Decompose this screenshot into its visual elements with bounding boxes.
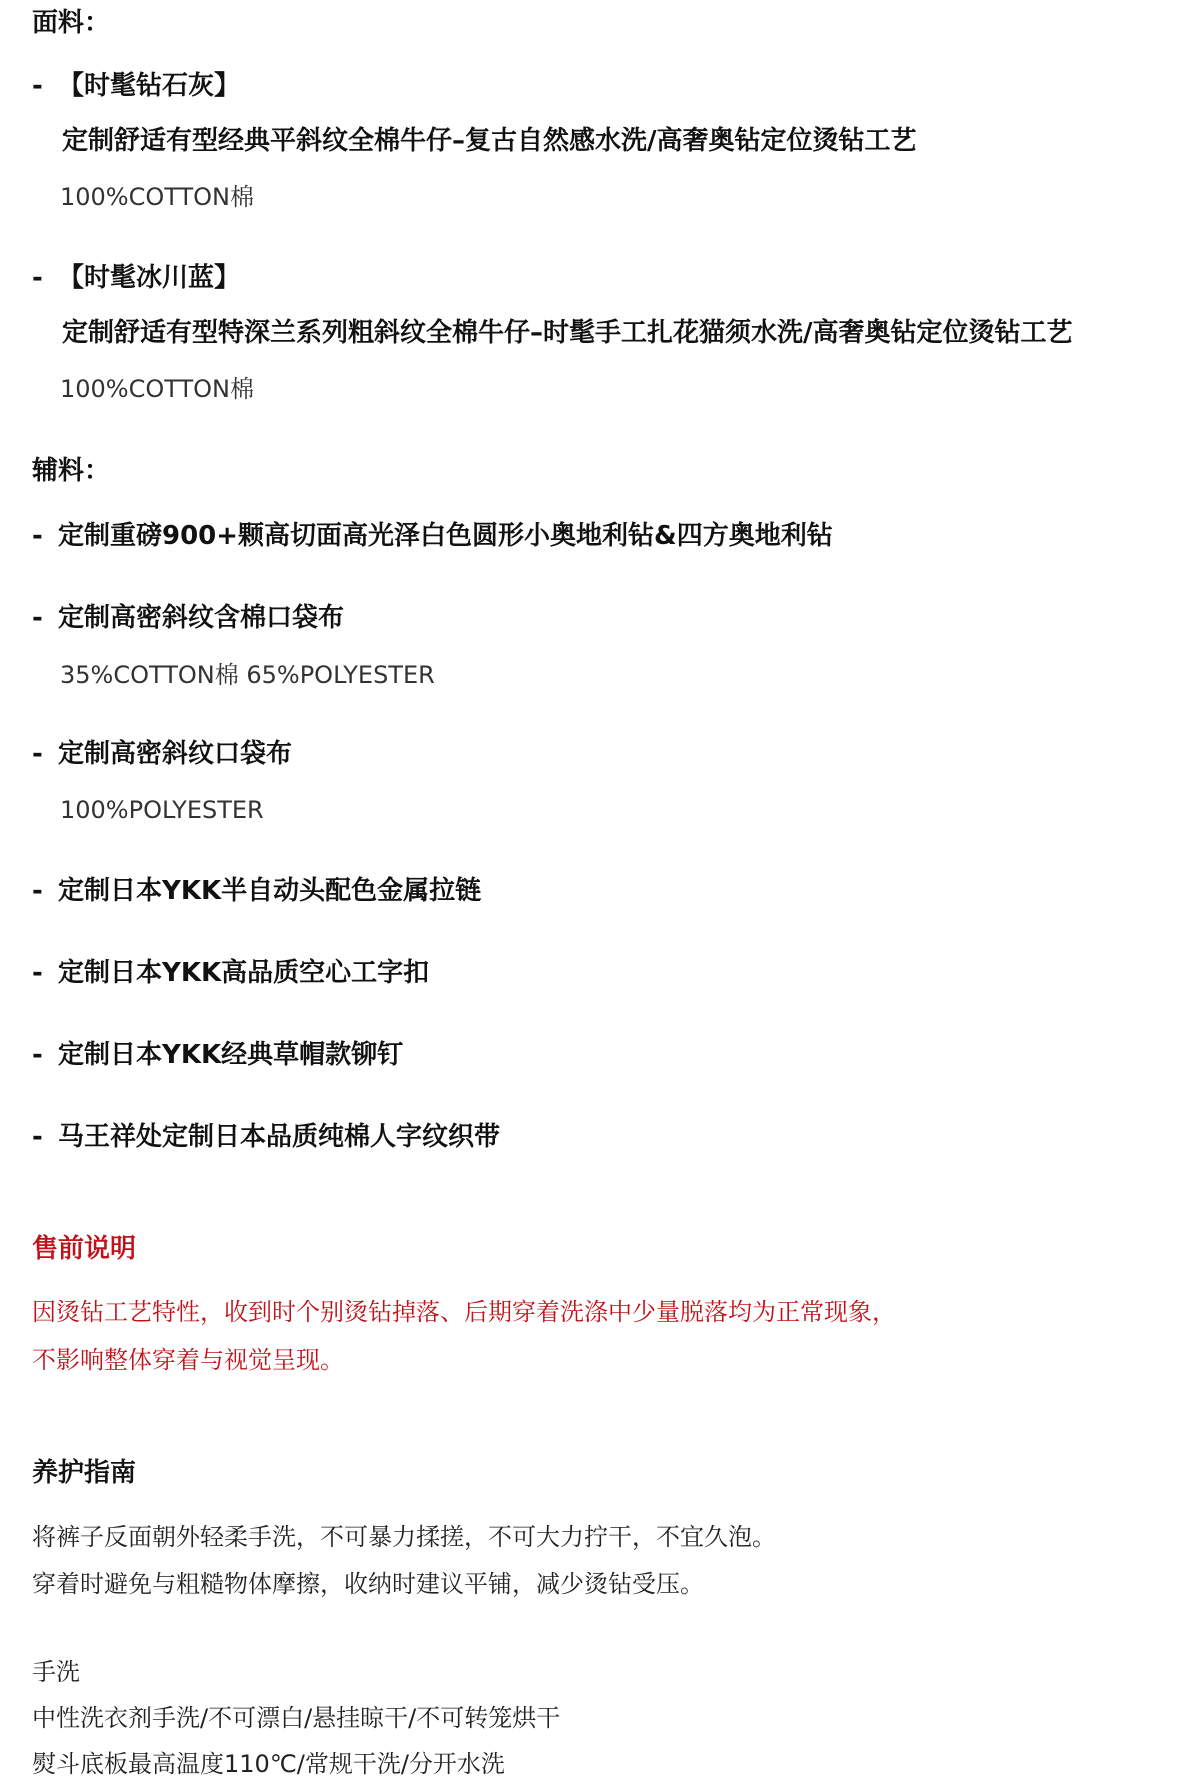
- fabric-item-2-description: 定制舒适有型特深兰系列粗斜纹全棉牛仔–时髦手工扎花猫须水洗/高奢奥钻定位烫钻工艺: [62, 318, 1073, 348]
- list-bullet: -: [32, 263, 43, 293]
- fabric-item-1-composition: 100%COTTON棉: [60, 183, 255, 211]
- trims-heading: 辅料：: [32, 456, 111, 486]
- presale-line-1: 因烫钻工艺特性，收到时个别烫钻掉落、后期穿着洗涤中少量脱落均为正常现象，: [32, 1298, 896, 1326]
- list-bullet: -: [32, 71, 43, 101]
- trim-text: 定制高密斜纹含棉口袋布: [58, 603, 345, 633]
- trim-composition: 35%COTTON棉 65%POLYESTER: [60, 661, 435, 689]
- wash-line-2: 熨斗底板最高温度110℃/常规干洗/分开水洗: [32, 1750, 505, 1778]
- wash-line-1: 中性洗衣剂手洗/不可漂白/悬挂晾干/不可转笼烘干: [32, 1704, 561, 1732]
- fabric-heading: 面料：: [32, 8, 111, 38]
- fabric-color-name: 【时髦冰川蓝】: [58, 263, 241, 293]
- trim-text: 马王祥处定制日本品质纯棉人字纹织带: [58, 1122, 501, 1152]
- trim-text: 定制日本YKK高品质空心工字扣: [58, 958, 430, 988]
- list-bullet: -: [32, 1122, 43, 1152]
- care-line-2: 穿着时避免与粗糙物体摩擦，收纳时建议平铺，减少烫钻受压。: [32, 1570, 704, 1598]
- list-bullet: -: [32, 1040, 43, 1070]
- list-bullet: -: [32, 958, 43, 988]
- fabric-item-1-description: 定制舒适有型经典平斜纹全棉牛仔–复古自然感水洗/高奢奥钻定位烫钻工艺: [62, 126, 917, 156]
- trim-item: [32, 741, 292, 767]
- presale-line-2: 不影响整体穿着与视觉呈现。: [32, 1346, 344, 1374]
- trim-text: 定制日本YKK半自动头配色金属拉链: [58, 876, 482, 906]
- trim-text: 定制重磅900+颗高切面高光泽白色圆形小奥地利钻&四方奥地利钻: [58, 521, 833, 551]
- list-bullet: -: [32, 739, 43, 769]
- trim-item: [32, 1124, 500, 1150]
- trim-item: [32, 960, 429, 986]
- trim-text: 定制日本YKK经典草帽款铆钉: [58, 1040, 404, 1070]
- care-heading: 养护指南: [32, 1458, 137, 1488]
- trim-item: [32, 523, 833, 549]
- trim-item: [32, 878, 481, 904]
- fabric-item-2-name: [32, 265, 240, 291]
- trim-item: [32, 605, 344, 631]
- fabric-color-name: 【时髦钻石灰】: [58, 71, 241, 101]
- trim-composition: 100%POLYESTER: [60, 796, 264, 824]
- fabric-item-2-composition: 100%COTTON棉: [60, 375, 255, 403]
- trim-text: 定制高密斜纹口袋布: [58, 739, 293, 769]
- list-bullet: -: [32, 876, 43, 906]
- fabric-item-1-name: [32, 73, 240, 99]
- list-bullet: -: [32, 603, 43, 633]
- list-bullet: -: [32, 521, 43, 551]
- care-line-1: 将裤子反面朝外轻柔手洗，不可暴力揉搓，不可大力拧干，不宜久泡。: [32, 1523, 776, 1551]
- presale-heading: 售前说明: [32, 1234, 137, 1264]
- wash-heading: 手洗: [32, 1658, 80, 1686]
- trim-item: [32, 1042, 403, 1068]
